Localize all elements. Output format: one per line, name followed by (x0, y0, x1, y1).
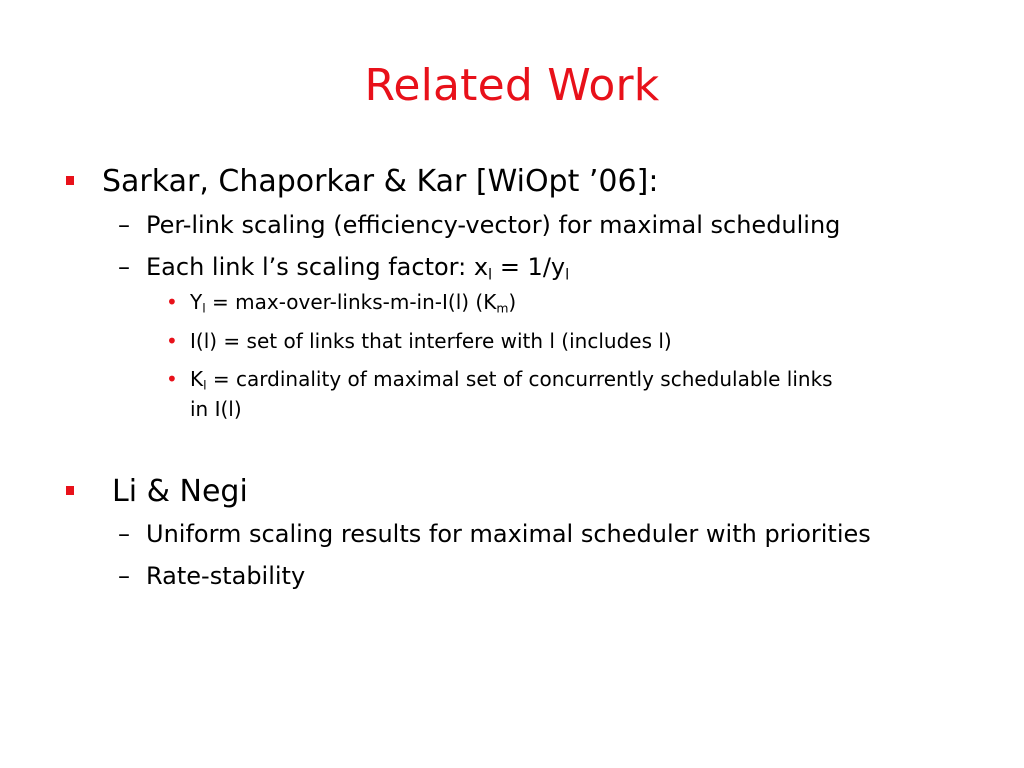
scaling-factor-text: Each link l’s scaling factor: x (146, 253, 489, 281)
dot-bullet-icon: • (166, 367, 178, 391)
dot-bullet-icon: • (166, 290, 178, 314)
section-heading-1: Sarkar, Chaporkar & Kar [WiOpt ’06]: (102, 164, 659, 199)
dash-icon: – (118, 562, 130, 590)
scaling-factor-text: = 1/y (492, 253, 566, 281)
point-k-def-continuation: in I(l) (190, 397, 242, 421)
subscript: l (202, 300, 206, 316)
dash-icon: – (118, 211, 130, 239)
square-bullet-icon (66, 486, 74, 495)
point-text: = max-over-links-m-in-I(l) (K (205, 290, 497, 314)
dot-bullet-icon: • (166, 329, 178, 353)
point-text: ) (508, 290, 517, 314)
subscript: l (203, 377, 207, 393)
point-text: K (190, 367, 204, 391)
point-text: = cardinality of maximal set of concurrently schedulable links (206, 367, 833, 391)
subscript: m (496, 300, 509, 316)
sub-item-scaling-factor (146, 252, 569, 282)
subscript: l (565, 265, 570, 284)
point-k-def (190, 367, 833, 391)
slide-title: Related Work (364, 60, 660, 111)
point-text: Y (190, 290, 203, 314)
dash-icon: – (118, 520, 130, 548)
sub-item-rate-stability: Rate-stability (146, 562, 306, 590)
sub-item-uniform-scaling: Uniform scaling results for maximal scheduler with priorities (146, 520, 871, 548)
sub-item-per-link-scaling: Per-link scaling (efficiency-vector) for maximal scheduling (146, 211, 841, 239)
point-i-def: I(l) = set of links that interfere with l (includes l) (190, 329, 672, 353)
point-y-def (190, 290, 516, 314)
square-bullet-icon (66, 176, 74, 185)
subscript: l (488, 265, 493, 284)
section-heading-2: Li & Negi (112, 474, 248, 509)
dash-icon: – (118, 253, 130, 281)
